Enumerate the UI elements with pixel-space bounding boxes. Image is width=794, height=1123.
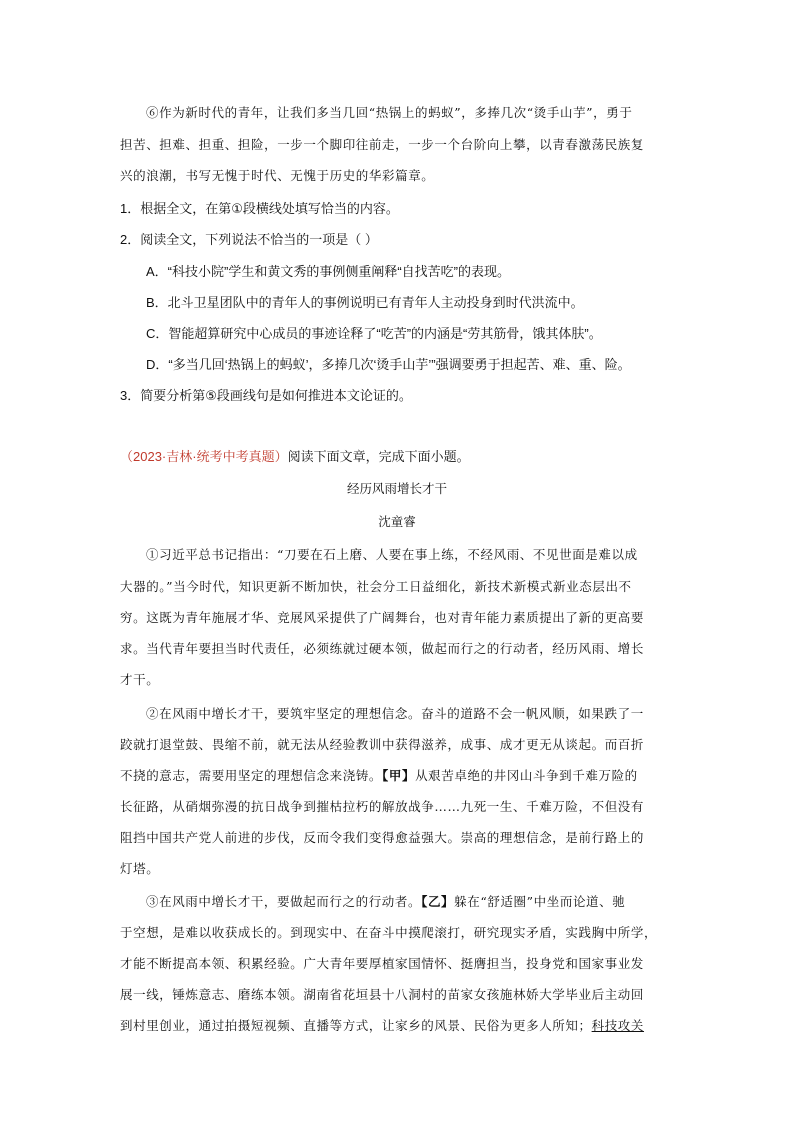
para2-line-3-before: 不挠的意志，需要用坚定的理想信念来浇铸。 [120,768,383,783]
para2-line-4: 长征路，从硝烟弥漫的抗日战争到摧枯拉朽的解放战争……九死一生、千难万险，不但没有 [120,799,645,814]
para3-line-3: 才能不断提高本领、积累经验。广大青年要厚植家国情怀、挺膺担当，投身党和国家事业发 [120,956,645,971]
question-1: 1．根据全文，在第①段横线处填写恰当的内容。 [120,201,399,216]
para3-line-4: 展一线，锤炼意志、磨练本领。湖南省花垣县十八洞村的苗家女孩施林娇大学毕业后主动回 [120,987,645,1002]
instruction-text: 阅读下面文章，完成下面小题。 [287,449,470,464]
para1-line-5: 才干。 [120,672,160,687]
underlined-phrase: 科技攻关 [591,1018,645,1033]
question-2: 2．阅读全文，下列说法不恰当的一项是（ ） [120,232,378,247]
question-3: 3．简要分析第⑤段画线句是如何推进本文论证的。 [120,388,412,403]
mark-yi: 【乙】 [421,894,455,909]
option-d: D．“多当几回‘热锅上的蚂蚁’，多捧几次‘烫手山芋’”强调要勇于担起苦、难、重、险。 [146,357,631,372]
para3-line-5-plain: 到村里创业，通过拍摄短视频、直播等方式，让家乡的风景、民俗为更多人所知； [120,1018,592,1033]
para3-line-1-before: ③在风雨中增长才干，要做起而行之的行动者。 [146,894,422,909]
para3-line-5 [120,1016,644,1034]
section-source-line [120,446,470,465]
option-b: B．北斗卫星团队中的青年人的事例说明已有青年人主动投身到时代洪流中。 [146,295,584,310]
article-author: 沈童睿 [378,514,416,529]
para6-line-3: 兴的浪潮，书写无愧于时代、无愧于历史的华彩篇章。 [120,168,435,183]
para1-line-2: 大器的。”当今时代，知识更新不断加快，社会分工日益细化，新技术新模式新业态层出不 [120,579,632,594]
para2-line-3 [120,766,638,784]
para2-line-1: ②在风雨中增长才干，要筑牢坚定的理想信念。奋斗的道路不会一帆风顺，如果跌了一 [146,706,644,721]
para1-line-3: 穷。这既为青年施展才华、竞展风采提供了广阔舞台，也对青年能力素质提出了新的更高要 [120,610,645,625]
para2-line-5: 阻挡中国共产党人前进的步伐，反而令我们变得愈益强大。崇高的理想信念，是前行路上的 [120,830,645,845]
para1-line-1: ①习近平总书记指出：“刀要在石上磨、人要在事上练，不经风雨、不见世面是难以成 [146,547,638,562]
option-a: A．“科技小院”学生和黄文秀的事例侧重阐释“自找苦吃”的表现。 [146,264,510,279]
article-title: 经历风雨增长才干 [346,481,447,496]
para2-line-6: 灯塔。 [120,861,160,876]
para6-line-1: ⑥作为新时代的青年，让我们多当几回“热锅上的蚂蚁”，多捧几次“烫手山芋”，勇于 [146,105,633,120]
para3-line-1-after: 躲在“舒适圈”中坐而论道、驰 [454,894,626,909]
source-tag: （2023·吉林·统考中考真题） [120,449,288,464]
para3-line-2: 于空想，是难以收获成长的。到现实中、在奋斗中摸爬滚打，研究现实矛盾，实践胸中所学， [120,925,658,940]
para3-line-1 [146,892,625,910]
mark-jia: 【甲】 [382,768,416,783]
para2-line-3-after: 从艰苦卓绝的井冈山斗争到千难万险的 [415,768,638,783]
para6-line-2: 担苦、担难、担重、担险，一步一个脚印往前走，一步一个台阶向上攀，以青春激荡民族复 [120,137,645,152]
para1-line-4: 求。当代青年要担当时代责任，必须练就过硬本领，做起而行之的行动者，经历风雨、增长 [120,641,645,656]
option-c: C．智能超算研究中心成员的事迹诠释了“吃苦”的内涵是“劳其筋骨，饿其体肤”。 [146,326,602,341]
para2-line-2: 跤就打退堂鼓、畏缩不前，就无法从经验教训中获得滋养，成事、成才更无从谈起。而百折 [120,737,645,752]
